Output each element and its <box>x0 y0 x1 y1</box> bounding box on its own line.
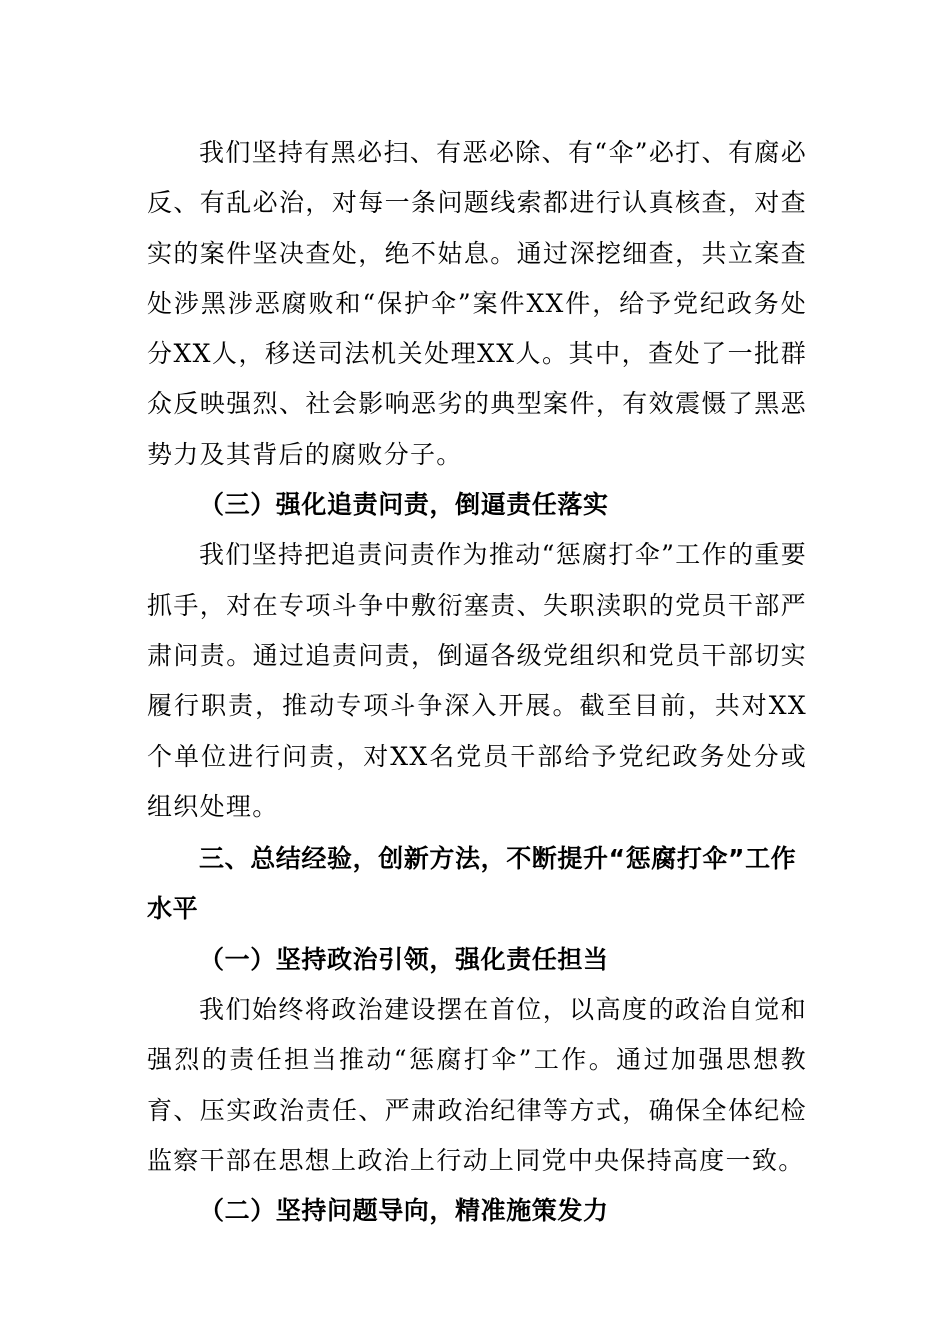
paragraph: 我们始终将政治建设摆在首位，以高度的政治自觉和强烈的责任担当推动“惩腐打伞”工作。通过加强思想教育、压实政治责任、严肃政治纪律等方式，确保全体纪检监察干部在思想上政治上行动上同党中央保持高度一致。 <box>147 995 807 1175</box>
paragraph: 我们坚持有黑必扫、有恶必除、有“伞”必打、有腐必反、有乱必治，对每一条问题线索都进行认真核查，对查实的案件坚决查处，绝不姑息。通过深挖细查，共立案查处涉黑涉恶腐败和“保护伞”案件XX件，给予党纪政务处分XX人，移送司法机关处理XX人。其中，查处了一批群众反映强烈、社会影响恶劣的典型案件，有效震慑了黑恶势力及其背后的腐败分子。 <box>147 138 807 469</box>
section-heading: 三、总结经验，创新方法，不断提升“惩腐打伞”工作水平 <box>147 844 797 924</box>
subheading: （三）强化追责问责，倒逼责任落实 <box>199 490 609 520</box>
subheading: （一）坚持政治引领，强化责任担当 <box>199 944 609 974</box>
document-body <box>147 128 807 1237</box>
paragraph: 我们坚持把追责问责作为推动“惩腐打伞”工作的重要抓手，对在专项斗争中敷衍塞责、失职渎职的党员干部严肃问责。通过追责问责，倒逼各级党组织和党员干部切实履行职责，推动专项斗争深入开展。截至目前，共对XX个单位进行问责，对XX名党员干部给予党纪政务处分或组织处理。 <box>147 540 807 821</box>
subheading: （二）坚持问题导向，精准施策发力 <box>199 1196 609 1226</box>
